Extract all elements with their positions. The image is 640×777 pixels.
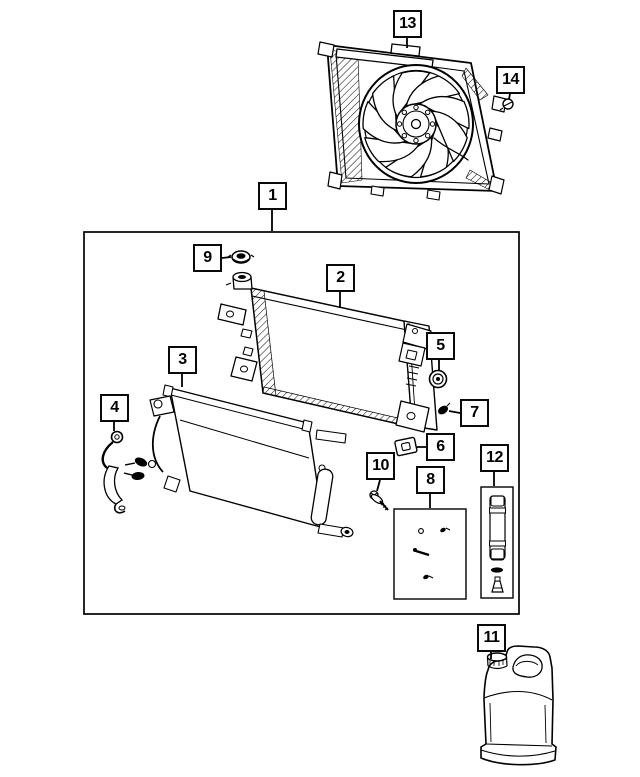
callout-11: 11: [477, 624, 506, 652]
cooler-tube-kit: [481, 487, 513, 598]
hex-nut: [430, 371, 447, 388]
callout-14: 14: [496, 66, 525, 94]
callout-12: 12: [480, 444, 509, 472]
callout-8: 8: [416, 466, 445, 494]
radiator-cap: [228, 251, 254, 263]
rubber-plug: [436, 403, 450, 416]
mounting-screw: [370, 491, 388, 510]
callout-2: 2: [326, 264, 355, 292]
callout-9: 9: [193, 244, 222, 272]
callout-6: 6: [426, 433, 455, 461]
callout-13: 13: [393, 10, 422, 38]
fan-motor-hub: [396, 104, 436, 144]
callout-4: 4: [100, 394, 129, 422]
callout-3: 3: [168, 346, 197, 374]
retainer-clip: [395, 437, 418, 456]
hardware-kit-box: [394, 509, 466, 599]
coolant-jug: [481, 646, 556, 765]
hose-harness: [103, 432, 149, 513]
condenser: [149, 385, 354, 538]
callout-7: 7: [460, 399, 489, 427]
cooling-fan-module: [318, 42, 506, 200]
callout-5: 5: [426, 332, 455, 360]
callout-10: 10: [366, 452, 395, 480]
callout-1: 1: [258, 182, 287, 210]
